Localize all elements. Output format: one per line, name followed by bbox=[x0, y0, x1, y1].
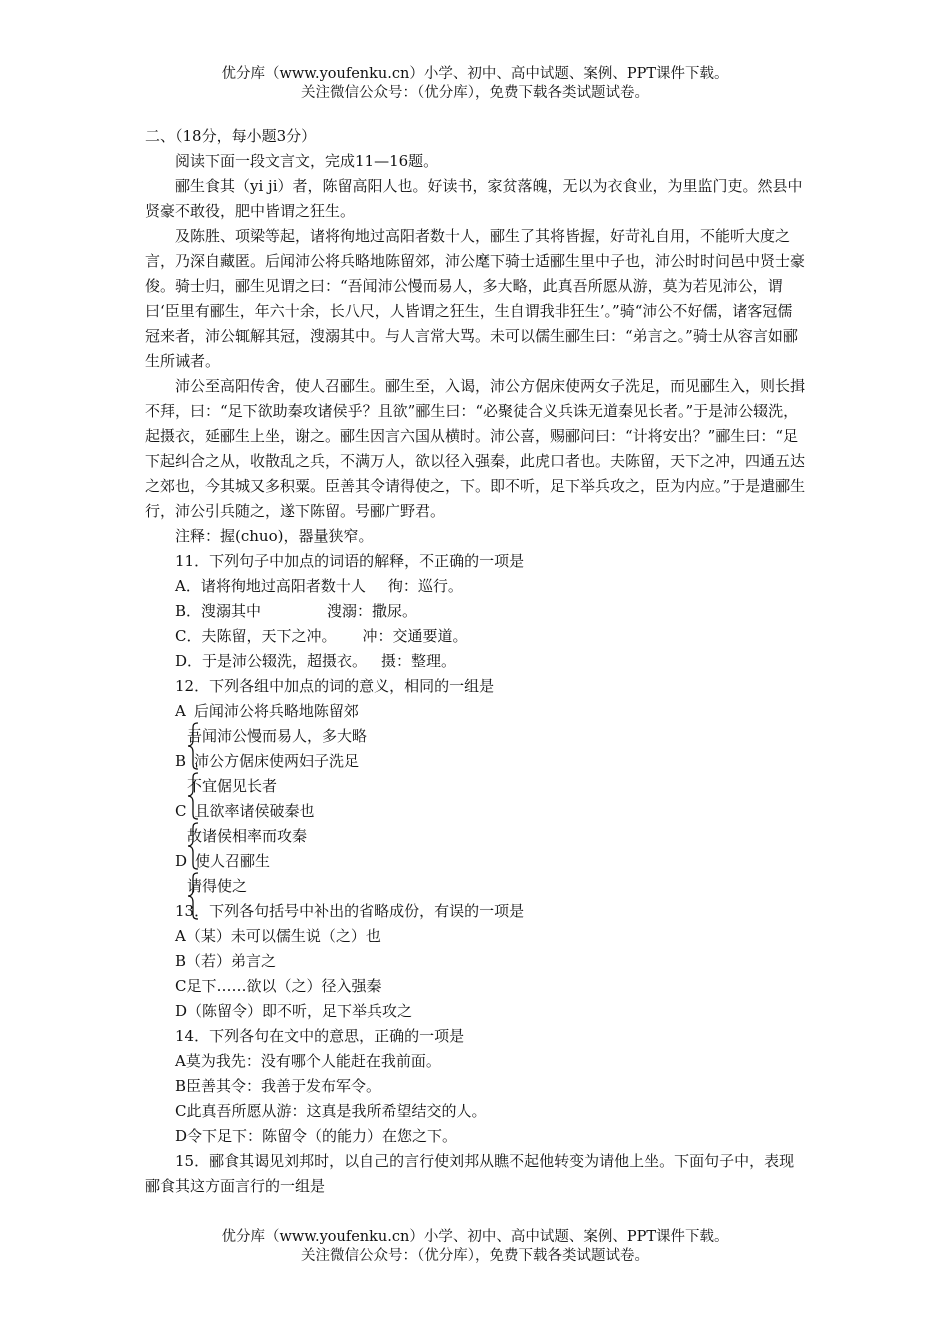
page-header bbox=[0, 65, 950, 103]
q12-option-c-line-1 bbox=[145, 799, 807, 824]
q14-option-a: A莫为我先：没有哪个人能赶在我前面。 bbox=[175, 1052, 441, 1070]
q12-a-sentence-1: 后闻沛公将兵略地陈留郊 bbox=[193, 702, 359, 720]
q12-option-d-line-1 bbox=[145, 849, 807, 874]
q11-c-text: C．夫陈留，天下之冲。 bbox=[175, 627, 337, 645]
q12-b-brace bbox=[186, 772, 200, 820]
document-body bbox=[145, 124, 807, 1199]
q12-c-sentence-1: 且欲率诸侯破秦也 bbox=[194, 802, 315, 820]
page-footer bbox=[0, 1228, 950, 1266]
q11-c-gloss: 冲：交通要道。 bbox=[362, 627, 468, 645]
q12-a-sentence-2: 吾闻沛公慢而易人，多大略 bbox=[187, 727, 368, 745]
q12-option-a-line-1 bbox=[145, 699, 807, 724]
q15-stem: 15．郦食其谒见刘邦时，以自己的言行使刘邦从瞧不起他转变为请他上坐。下面句子中，表现郦食其这方面言行的一组是 bbox=[145, 1152, 795, 1195]
section-heading: 二、（18分，每小题3分） bbox=[145, 127, 317, 145]
q12-b-sentence-1: 沛公方倨床使两妇子洗足 bbox=[194, 752, 360, 770]
q12-b-sentence-2: 不宜倨见长者 bbox=[187, 777, 278, 795]
q11-stem: 11．下列句子中加点的词语的解释，不正确的一项是 bbox=[175, 552, 525, 570]
q11-option-b bbox=[145, 599, 807, 624]
footer-line-2: 关注微信公众号：（优分库），免费下载各类试题试卷。 bbox=[301, 1248, 649, 1264]
header-line-2: 关注微信公众号：（优分库），免费下载各类试题试卷。 bbox=[301, 85, 649, 101]
passage-paragraph-1: 郦生食其（yi ji）者，陈留高阳人也。好读书，家贫落魄，无以为衣食业，为里监门吏。然县中贤豪不敢役，肥中皆谓之狂生。 bbox=[145, 177, 803, 220]
q12-b-label: B bbox=[175, 752, 187, 770]
passage-paragraph-3: 沛公至高阳传舍，使人召郦生。郦生至，入谒，沛公方倨床使两女子洗足，而见郦生入，则长揖不拜，曰：“足下欲助秦攻诸侯乎？且欲”郦生曰：“必聚徒合义兵诛无道秦见长者。”于是沛公辍洗，起摄衣，延郦生上坐，谢之。郦生因言六国从横时。沛公喜，赐郦问曰：“计将安出？”郦生曰：“足下起纠合之从，收散乱之兵，不满万人，欲以径入强秦，此虎口者也。夫陈留，天下之冲，四通五达之郊也，今其城又多积粟。臣善其令请得使之，下。即不听，足下举兵攻之，臣为内应。”于是遣郦生行，沛公引兵随之，遂下陈留。号郦广野君。 bbox=[145, 377, 806, 520]
q12-option-b-line-1 bbox=[145, 749, 807, 774]
passage-note: 注释：握(chuo)，器量狭窄。 bbox=[175, 527, 374, 545]
q14-stem: 14．下列各句在文中的意思，正确的一项是 bbox=[175, 1027, 465, 1045]
q11-d-text: D．于是沛公辍洗，超摄衣。 bbox=[175, 652, 368, 670]
q12-d-sentence-1: 使人召郦生 bbox=[195, 852, 271, 870]
section-intro: 阅读下面一段文言文，完成11—16题。 bbox=[175, 152, 439, 170]
footer-line-1: 优分库（www.youfenku.cn）小学、初中、高中试题、案例、PPT课件下载。 bbox=[221, 1229, 729, 1245]
q11-option-d bbox=[145, 649, 807, 674]
q12-a-label: A bbox=[175, 702, 186, 720]
q13-option-c: C足下……欲以（之）径入强秦 bbox=[175, 977, 382, 995]
q11-b-text: B．溲溺其中 bbox=[175, 602, 262, 620]
q12-d-label: D bbox=[175, 852, 188, 870]
q11-d-gloss: 摄：整理。 bbox=[381, 652, 457, 670]
q12-d-brace bbox=[186, 872, 200, 920]
q14-option-d: D令下足下：陈留令（的能力）在您之下。 bbox=[175, 1127, 458, 1145]
q11-b-gloss: 溲溺：撒尿。 bbox=[327, 602, 418, 620]
q12-d-sentence-2: 请得使之 bbox=[187, 877, 248, 895]
q11-a-text: A．诸将徇地过高阳者数十人 bbox=[175, 577, 366, 595]
q12-c-label: C bbox=[175, 802, 187, 820]
q13-option-d: D（陈留令）即不听，足下举兵攻之 bbox=[175, 1002, 413, 1020]
q14-option-b: B臣善其令：我善于发布军令。 bbox=[175, 1077, 382, 1095]
q12-c-brace bbox=[186, 822, 200, 870]
q11-option-a bbox=[145, 574, 807, 599]
q12-c-sentence-2: 故诸侯相率而攻秦 bbox=[187, 827, 308, 845]
q13-option-a: A（某）未可以儒生说（之）也 bbox=[175, 927, 381, 945]
q11-option-c bbox=[145, 624, 807, 649]
q13-option-b: B（若）弟言之 bbox=[175, 952, 277, 970]
q14-option-c: C此真吾所愿从游：这真是我所希望结交的人。 bbox=[175, 1102, 487, 1120]
q13-stem: 13．下列各句括号中补出的省略成份，有误的一项是 bbox=[175, 902, 525, 920]
passage-paragraph-2: 及陈胜、项梁等起，诸将徇地过高阳者数十人，郦生了其将皆握，好苛礼自用，不能听大度之言，乃深自藏匿。后闻沛公将兵略地陈留郊，沛公麾下骑士适郦生里中子也，沛公时时问邑中贤士豪俊。骑士归，郦生见谓之曰：“吾闻沛公慢而易人，多大略，此真吾所愿从游，莫为若见沛公，谓曰‘臣里有郦生，年六十余，长八尺，人皆谓之狂生，生自谓我非狂生’。”骑“沛公不好儒，诸客冠儒冠来者，沛公辄解其冠，溲溺其中。与人言常大骂。未可以儒生郦生曰：“弟言之。”骑士从容言如郦生所诫者。 bbox=[145, 227, 806, 370]
q12-stem: 12．下列各组中加点的词的意义，相同的一组是 bbox=[175, 677, 495, 695]
header-line-1: 优分库（www.youfenku.cn）小学、初中、高中试题、案例、PPT课件下载。 bbox=[221, 66, 729, 82]
q12-a-brace bbox=[186, 722, 200, 770]
q11-a-gloss: 徇：巡行。 bbox=[387, 577, 463, 595]
